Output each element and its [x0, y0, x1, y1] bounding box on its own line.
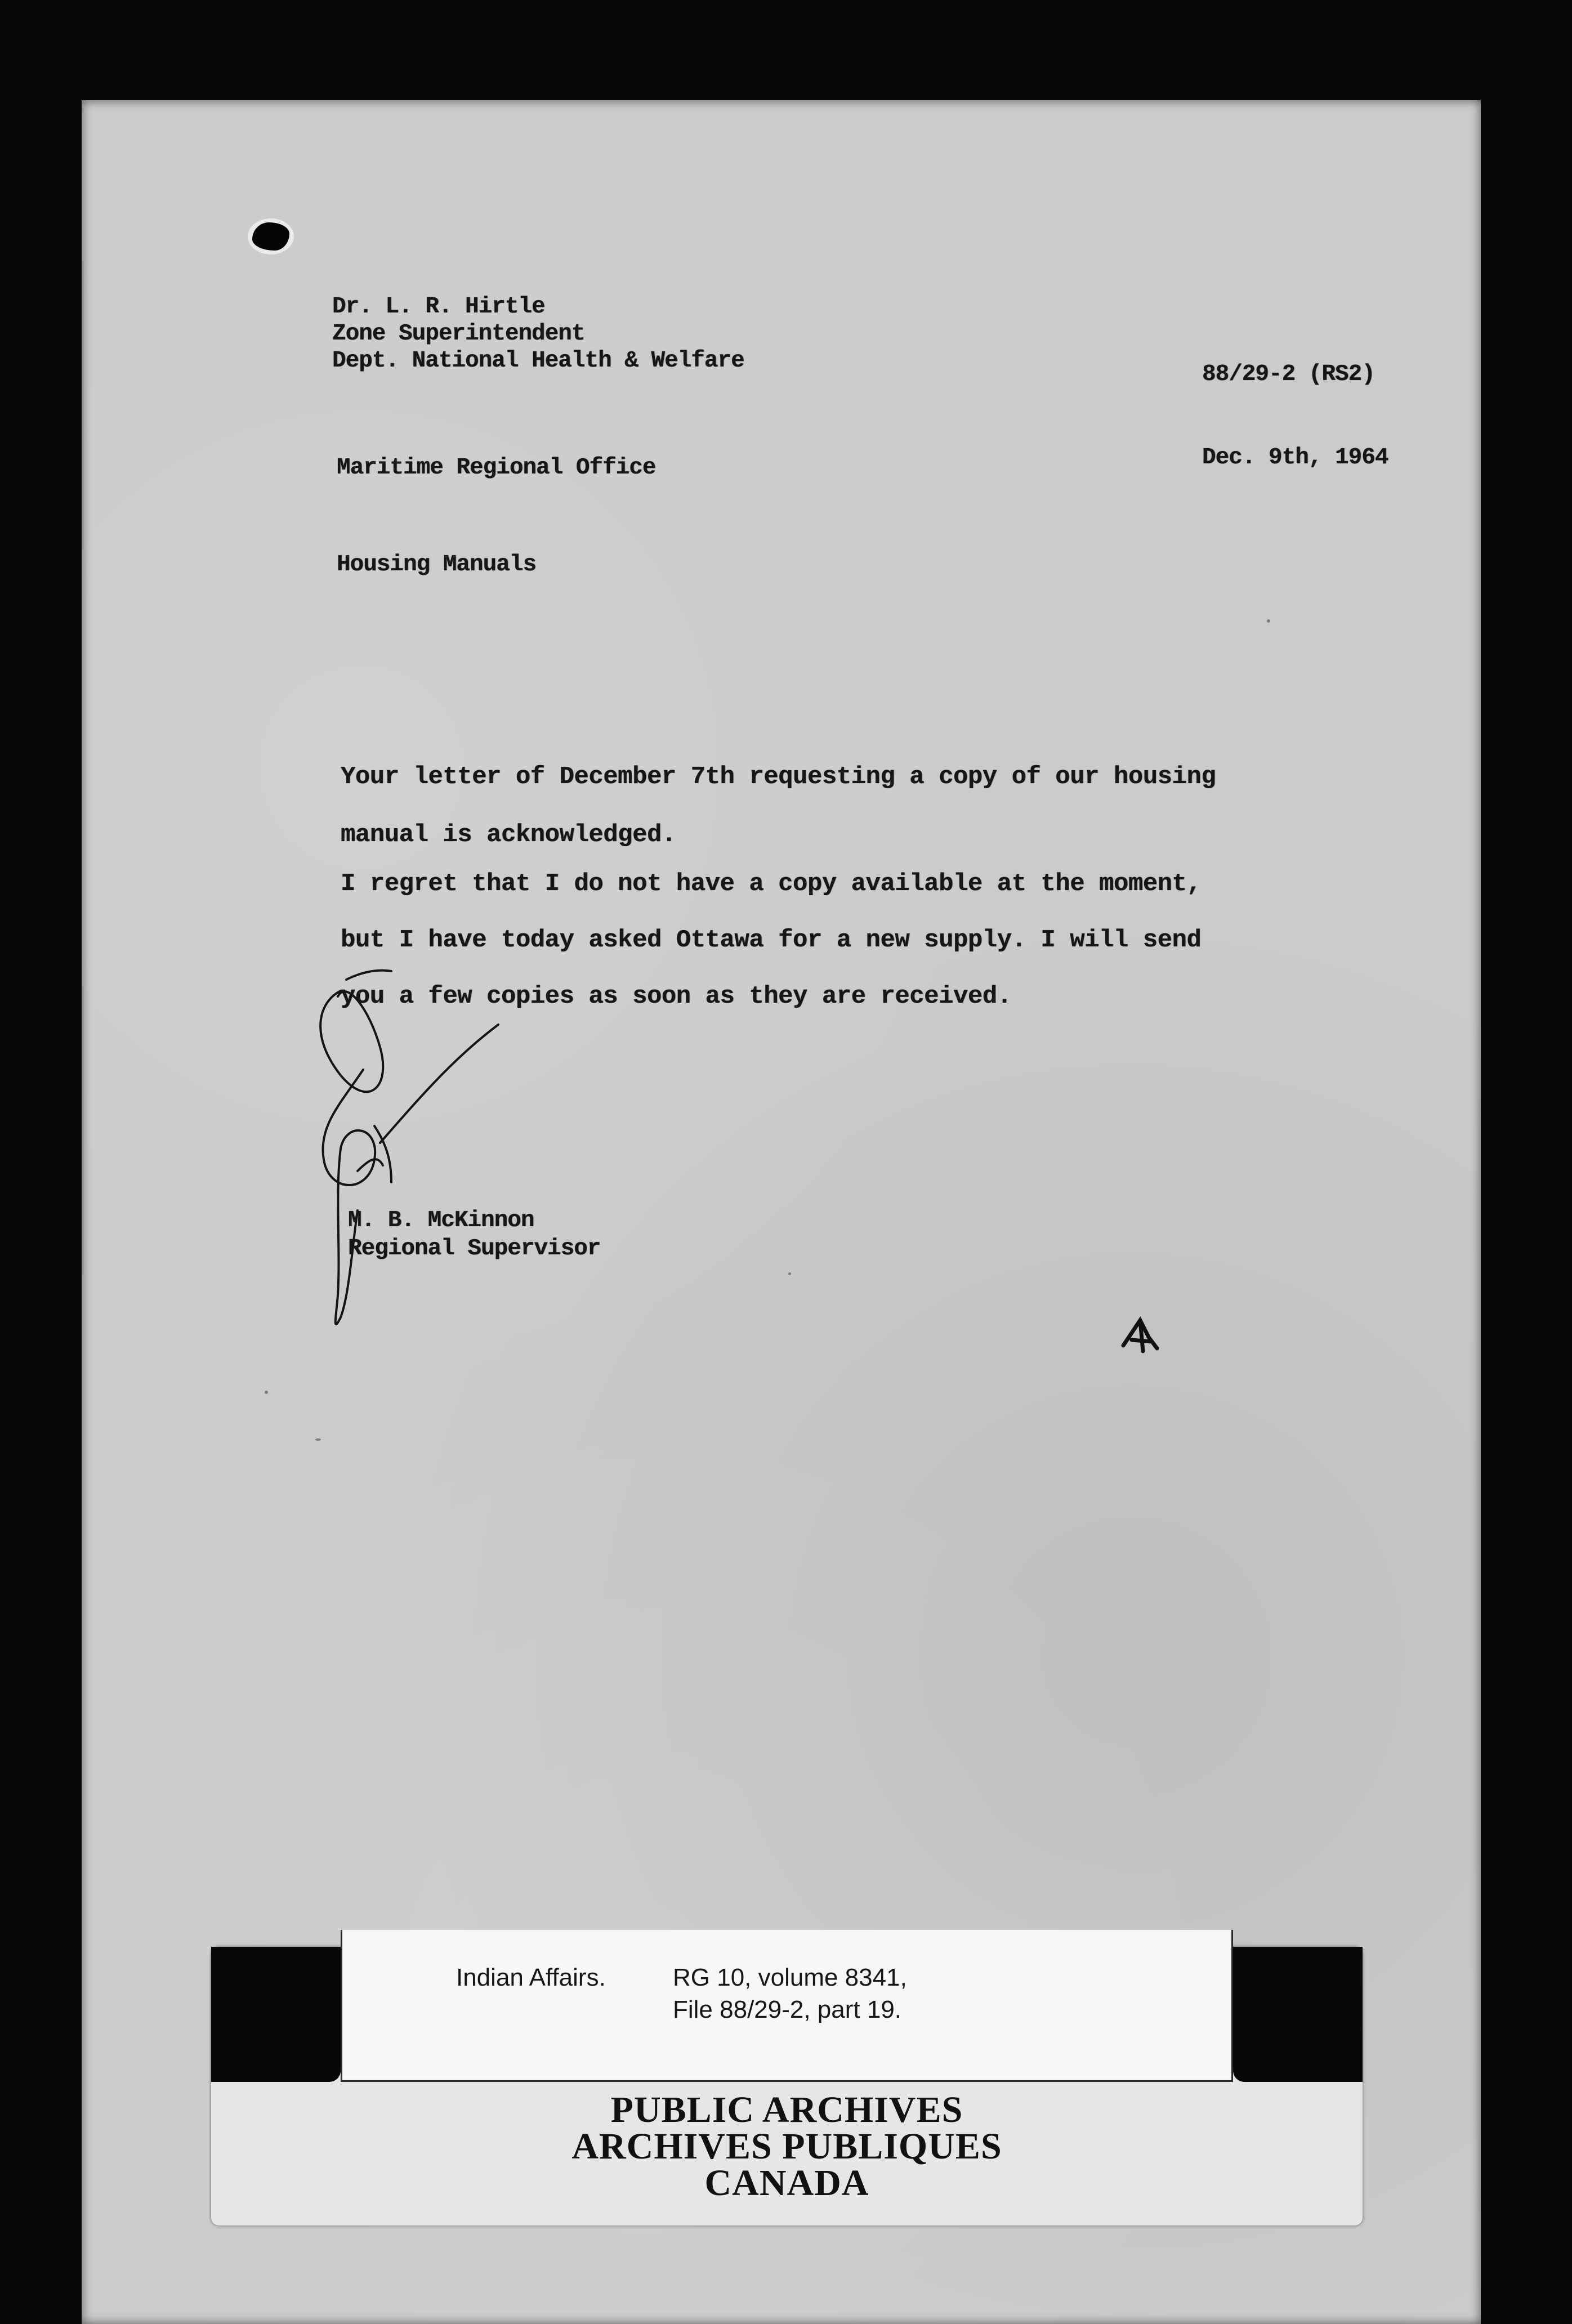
subject-line: Housing Manuals — [337, 552, 537, 578]
recipient-department: Dept. National Health & Welfare — [332, 348, 744, 374]
punch-hole — [252, 222, 289, 251]
label-notch-left — [211, 1947, 341, 2082]
body-line-3: I regret that I do not have a copy available at the moment, — [341, 870, 1202, 898]
paper-speck — [315, 1438, 321, 1441]
label-reference-line1: RG 10, volume 8341, — [673, 1964, 907, 1991]
recipient-name: Dr. L. R. Hirtle — [332, 294, 545, 320]
archive-name-french: ARCHIVES PUBLIQUES — [571, 2126, 1002, 2167]
label-department: Indian Affairs. — [456, 1964, 606, 1991]
handwritten-signature — [307, 957, 521, 1351]
body-line-5: you a few copies as soon as they are received. — [341, 982, 1012, 1011]
letter-date: Dec. 9th, 1964 — [1202, 445, 1388, 471]
signer-name: M. B. McKinnon — [348, 1208, 534, 1233]
paper-speck — [1267, 619, 1270, 623]
label-reference-line2: File 88/29-2, part 19. — [673, 1996, 902, 2023]
from-office: Maritime Regional Office — [337, 455, 656, 481]
archive-name-canada: CANADA — [704, 2162, 869, 2204]
recipient-title: Zone Superintendent — [332, 321, 585, 347]
body-line-1: Your letter of December 7th requesting a copy of our housing — [341, 763, 1216, 791]
ink-mark — [1118, 1315, 1168, 1360]
paper-speck — [265, 1391, 268, 1394]
paper-speck — [788, 1272, 791, 1275]
archive-name-english: PUBLIC ARCHIVES — [610, 2089, 963, 2130]
body-line-4: but I have today asked Ottawa for a new supply. I will send — [341, 926, 1202, 954]
signer-title: Regional Supervisor — [348, 1236, 601, 1262]
file-number: 88/29-2 (RS2) — [1202, 361, 1375, 387]
body-line-2: manual is acknowledged. — [341, 821, 676, 849]
label-notch-right — [1233, 1947, 1363, 2082]
